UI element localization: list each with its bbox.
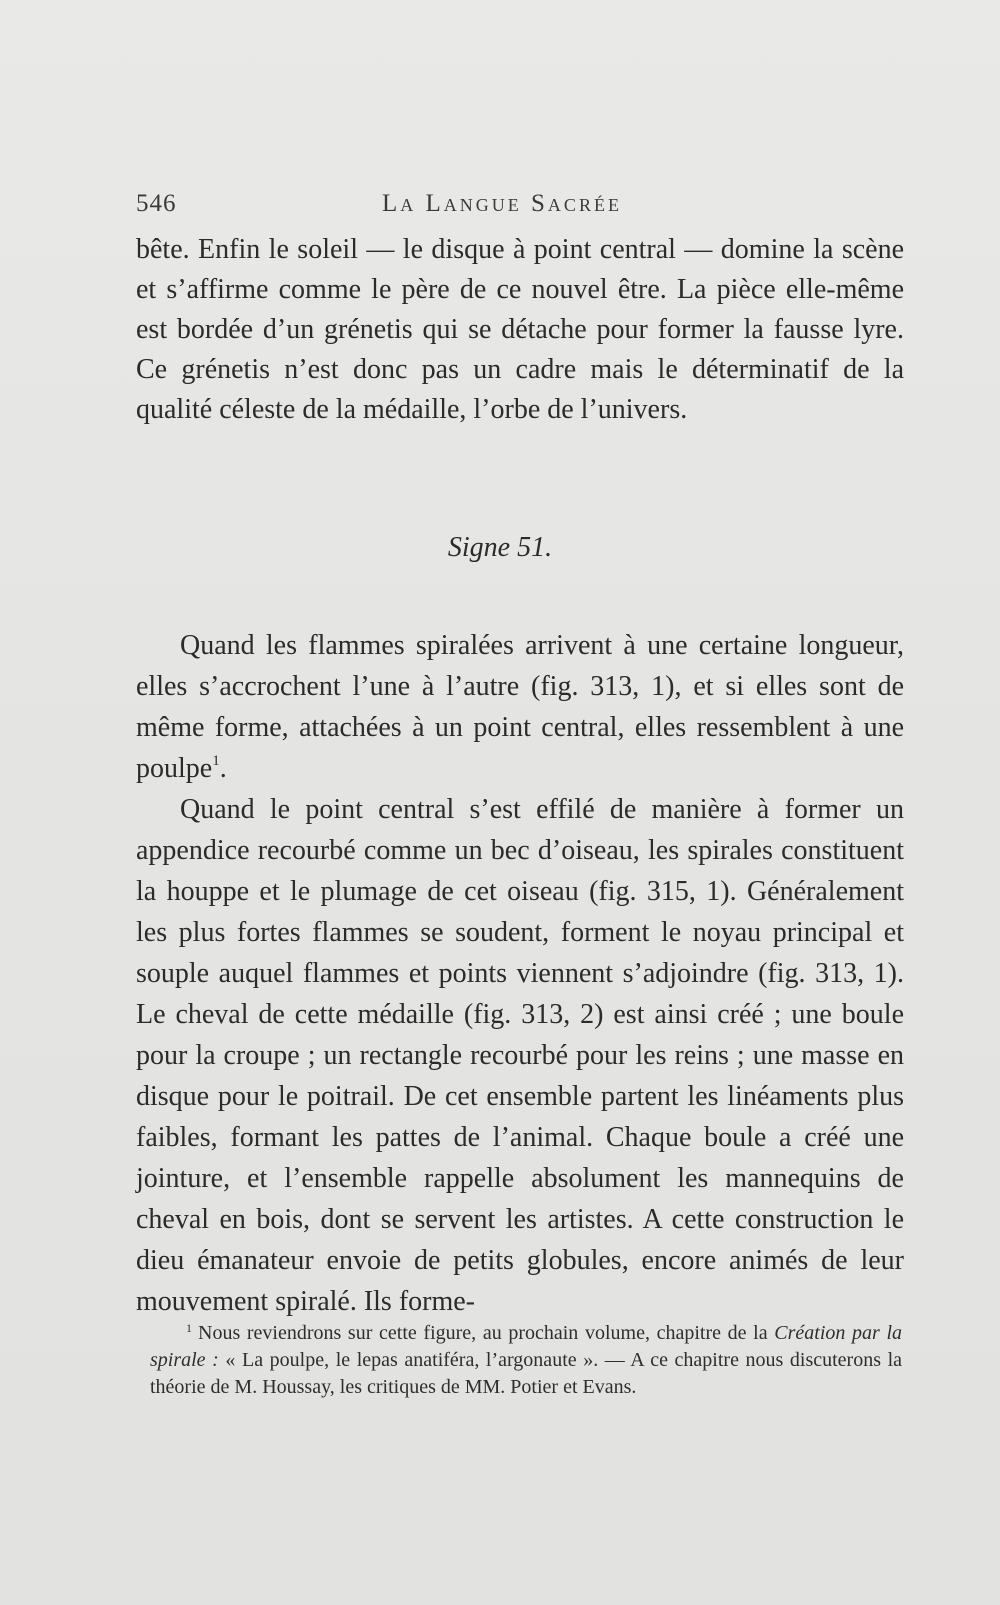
footnote-mark: 1 bbox=[186, 1321, 192, 1335]
section-heading: Signe 51. bbox=[447, 532, 553, 563]
page-header bbox=[136, 190, 896, 226]
paragraph bbox=[136, 625, 904, 789]
footnote bbox=[150, 1315, 902, 1401]
paragraph-text: Quand le point central s’est effilé de manière à former un appendice recourbé comme un bec d’oiseau, les spirales constituent la houppe et le plumage de cet oiseau (fig. 315, 1). Généralement les plus fortes flammes se soudent, forment le noyau principal et souple auquel flammes et points viennent s’adjoindre (fig. 313, 1). Le cheval de cette médaille (fig. 313, 2) est ainsi créé ; une boule pour la croupe ; un rectangle recourbé pour les reins ; une masse en disque pour le poitrail. De cet ensemble partent les linéaments plus faibles, formant les pattes de l’animal. Chaque boule a créé une jointure, et l’ensemble rappelle absolument les mannequins de cheval en bois, dont se servent les artistes. A cette construction le dieu émanateur envoie de petits globules, encore animés de leur mouvement spiralé. Ils forme- bbox=[136, 794, 904, 1317]
footnote-reference: 1 bbox=[212, 753, 220, 769]
footnote-text: Nous reviendrons sur cette figure, au prochain volume, chapitre de la bbox=[198, 1322, 768, 1344]
footnote-text-continued: « La poulpe, le lepas anatiféra, l’argonaute ». — A ce chapitre nous discuterons la théorie de M. Houssay, les critiques de MM. Potier et Evans. bbox=[150, 1349, 903, 1398]
paragraph-text: bête. Enfin le soleil — le disque à point central — domine la scène et s’affirme comme le père de ce nouvel être. La pièce elle-même est bordée d’un grénetis qui se détache pour former la fausse lyre. Ce grénetis n’est donc pas un cadre mais le déterminatif de la qualité céleste de la médaille, l’orbe de l’univers. bbox=[136, 234, 904, 425]
page-number: 546 bbox=[136, 190, 177, 217]
paragraph-end: . bbox=[219, 753, 227, 784]
paragraph-text: Quand les flammes spiralées arrivent à une certaine longueur, elles s’accrochent l’une à l’autre (fig. 313, 1), et si elles sont de même forme, attachées à un point central, elles ressemblent à une poulpe bbox=[136, 630, 904, 784]
footnote-italic-title: Création par la spirale : bbox=[150, 1322, 903, 1371]
opening-paragraph-block bbox=[136, 230, 904, 430]
running-title: La Langue Sacrée bbox=[382, 190, 622, 217]
section-body bbox=[136, 625, 904, 1322]
